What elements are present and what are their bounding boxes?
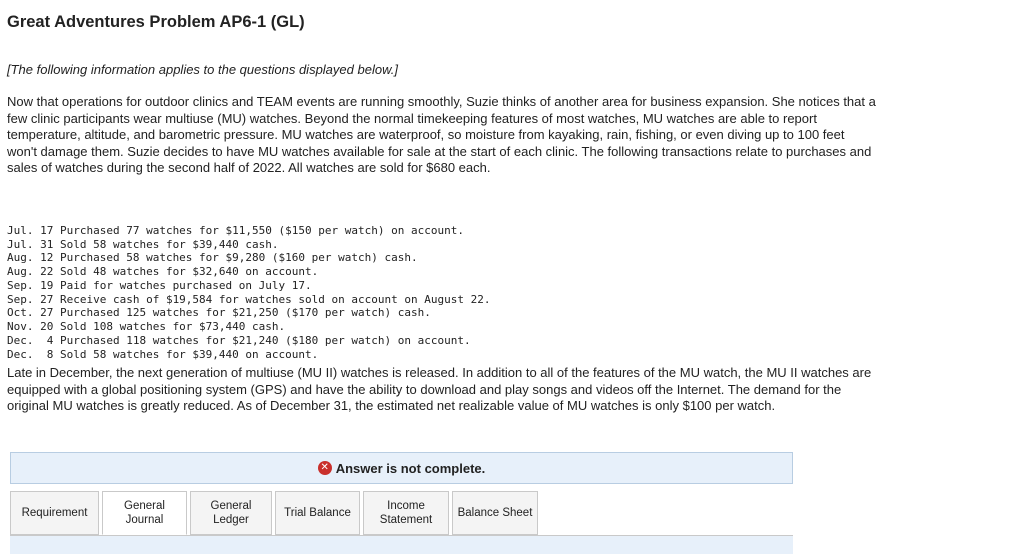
- tab-general-ledger[interactable]: [190, 491, 272, 535]
- tab-general-journal[interactable]: [102, 491, 187, 535]
- transaction-line: Dec. 8 Sold 58 watches for $39,440 on account.: [7, 347, 319, 361]
- transaction-line: Oct. 27 Purchased 125 watches for $21,250 ($170 per watch) cash.: [7, 306, 431, 320]
- answer-status-bar: [10, 452, 793, 484]
- tab-balance-sheet[interactable]: [452, 491, 538, 535]
- intro-note: [The following information applies to the questions displayed below.]: [7, 62, 398, 77]
- transaction-line: Dec. 4 Purchased 118 watches for $21,240 ($180 per watch) on account.: [7, 333, 471, 347]
- tab-label: Requirement: [21, 507, 88, 519]
- requirement-tabs: [10, 491, 541, 535]
- mu-ii-description: Late in December, the next generation of multiuse (MU II) watches is released. In addition to all of the features of the MU watch, the MU II watches are equipped with a global positioning system (GPS) and have the ability to download and play songs and videos off the Internet. The demand for the original MU watches is greatly reduced. As of December 31, the estimated net realizable value of MU watches is only $100 per watch.: [7, 365, 872, 413]
- tab-label: General Ledger: [210, 500, 252, 526]
- x-circle-icon: ✕: [318, 461, 332, 475]
- problem-description: Now that operations for outdoor clinics and TEAM events are running smoothly, Suzie thinks of another area for business expansion. She notices that a few clinic participants wear multiuse (MU) watches. Beyond the normal timekeeping features of most watches, MU watches are able to report temperature, altitude, and barometric pressure. MU watches are waterproof, so moisture from kayaking, rain, fishing, or even diving up to 100 feet won't damage them. Suzie decides to have MU watches available for sale at the start of each clinic. The following transactions relate to purchases and sales of watches during the second half of 2022. All watches are sold for $680 each.: [7, 94, 876, 175]
- transaction-line: Aug. 22 Sold 48 watches for $32,640 on account.: [7, 265, 319, 278]
- answer-status-text: Answer is not complete.: [335, 460, 486, 476]
- tab-trial-balance[interactable]: [275, 491, 360, 535]
- tab-label: Income Statement: [379, 500, 433, 526]
- tab-label: Balance Sheet: [457, 507, 533, 519]
- tab-label: Trial Balance: [284, 507, 351, 519]
- transaction-line: Sep. 19 Paid for watches purchased on July 17.: [7, 278, 312, 292]
- page-title: Great Adventures Problem AP6-1 (GL): [7, 13, 305, 31]
- tab-requirement[interactable]: [10, 491, 99, 535]
- tab-income-statement[interactable]: [363, 491, 449, 535]
- transaction-list: [7, 210, 490, 389]
- transaction-line: Nov. 20 Sold 108 watches for $73,440 cash.: [7, 320, 286, 333]
- transaction-line: Aug. 12 Purchased 58 watches for $9,280 ($160 per watch) cash.: [7, 251, 418, 265]
- tab-content-area: [10, 535, 793, 554]
- transaction-line: Jul. 17 Purchased 77 watches for $11,550 ($150 per watch) on account.: [7, 223, 464, 237]
- transaction-line: Sep. 27 Receive cash of $19,584 for watches sold on account on August 22.: [7, 292, 491, 306]
- tab-label: General Journal: [124, 500, 165, 526]
- transaction-line: Jul. 31 Sold 58 watches for $39,440 cash.: [7, 237, 279, 251]
